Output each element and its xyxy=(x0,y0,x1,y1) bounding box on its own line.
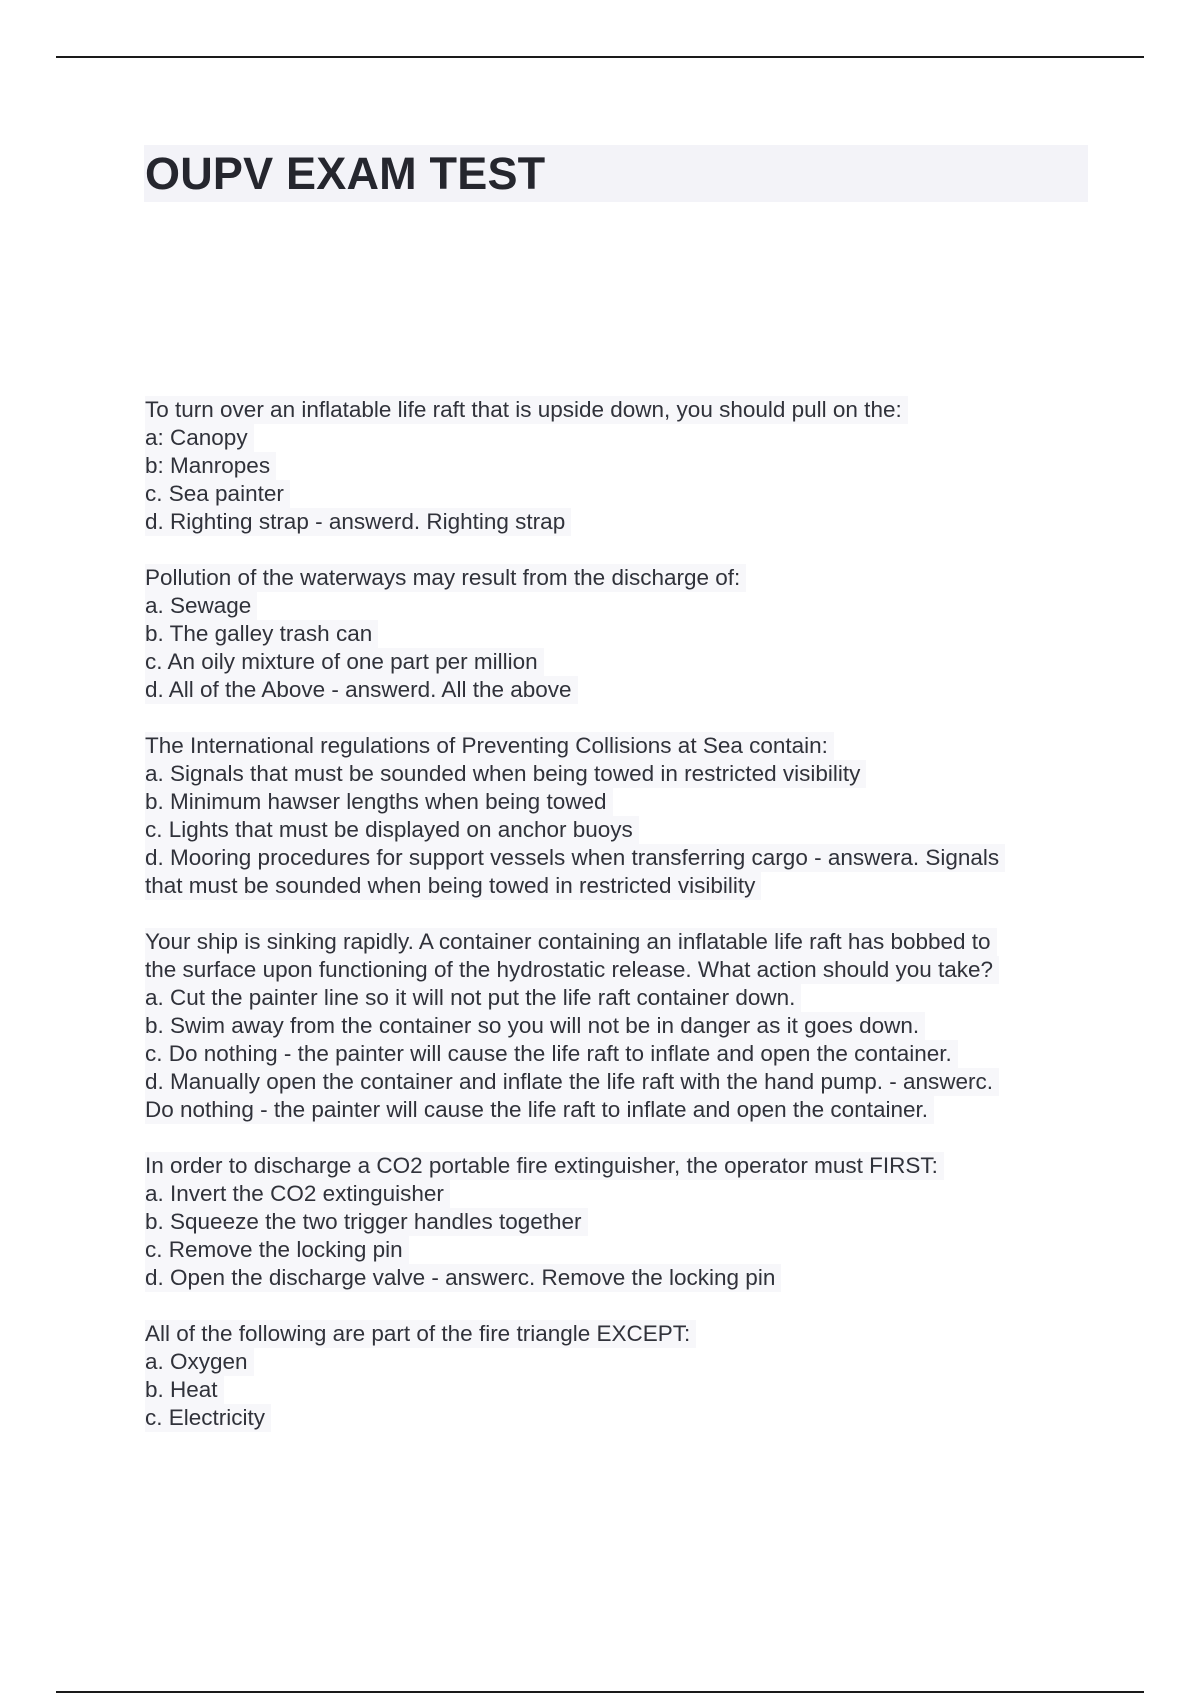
question-text: In order to discharge a CO2 portable fire extinguisher, the operator must FIRST: xyxy=(145,1152,944,1180)
answer-option: b. Squeeze the two trigger handles together xyxy=(145,1208,588,1236)
question-text: To turn over an inflatable life raft that is upside down, you should pull on the: xyxy=(145,396,908,424)
question-text: the surface upon functioning of the hydrostatic release. What action should you take? xyxy=(145,956,999,984)
answer-option: a. Invert the CO2 extinguisher xyxy=(145,1180,450,1208)
answer-option: b. The galley trash can xyxy=(145,620,378,648)
answer-option: c. Lights that must be displayed on anchor buoys xyxy=(145,816,639,844)
answer-option: d. Righting strap - answerd. Righting strap xyxy=(145,508,571,536)
question-block xyxy=(145,1320,1105,1432)
answer-option: a: Canopy xyxy=(145,424,254,452)
question-list xyxy=(145,396,1105,1460)
question-block xyxy=(145,732,1105,900)
answer-option: c. An oily mixture of one part per million xyxy=(145,648,544,676)
bottom-divider xyxy=(56,1691,1144,1693)
question-text: Pollution of the waterways may result from the discharge of: xyxy=(145,564,746,592)
answer-option: b. Swim away from the container so you will not be in danger as it goes down. xyxy=(145,1012,925,1040)
answer-continuation: that must be sounded when being towed in restricted visibility xyxy=(145,872,761,900)
answer-option: a. Cut the painter line so it will not put the life raft container down. xyxy=(145,984,801,1012)
answer-option: c. Remove the locking pin xyxy=(145,1236,409,1264)
question-block xyxy=(145,1152,1105,1292)
page-title: OUPV EXAM TEST xyxy=(145,148,546,199)
answer-option: a. Signals that must be sounded when being towed in restricted visibility xyxy=(145,760,866,788)
top-divider xyxy=(56,56,1144,58)
question-block xyxy=(145,564,1105,704)
answer-option: a. Sewage xyxy=(145,592,257,620)
answer-option: d. Open the discharge valve - answerc. Remove the locking pin xyxy=(145,1264,781,1292)
answer-option: b. Minimum hawser lengths when being towed xyxy=(145,788,613,816)
question-text: The International regulations of Preventing Collisions at Sea contain: xyxy=(145,732,834,760)
answer-option: d. All of the Above - answerd. All the above xyxy=(145,676,578,704)
answer-option: d. Mooring procedures for support vessels when transferring cargo - answera. Signals xyxy=(145,844,1005,872)
question-block xyxy=(145,396,1105,536)
question-block xyxy=(145,928,1105,1124)
answer-option: b: Manropes xyxy=(145,452,276,480)
answer-option: c. Sea painter xyxy=(145,480,290,508)
answer-option: c. Electricity xyxy=(145,1404,271,1432)
question-text: Your ship is sinking rapidly. A container containing an inflatable life raft has bobbed to xyxy=(145,928,997,956)
answer-continuation: Do nothing - the painter will cause the life raft to inflate and open the container. xyxy=(145,1096,934,1124)
question-text: All of the following are part of the fire triangle EXCEPT: xyxy=(145,1320,696,1348)
answer-option: a. Oxygen xyxy=(145,1348,254,1376)
answer-option: b. Heat xyxy=(145,1376,224,1404)
answer-option: d. Manually open the container and inflate the life raft with the hand pump. - answerc. xyxy=(145,1068,999,1096)
answer-option: c. Do nothing - the painter will cause the life raft to inflate and open the container. xyxy=(145,1040,958,1068)
